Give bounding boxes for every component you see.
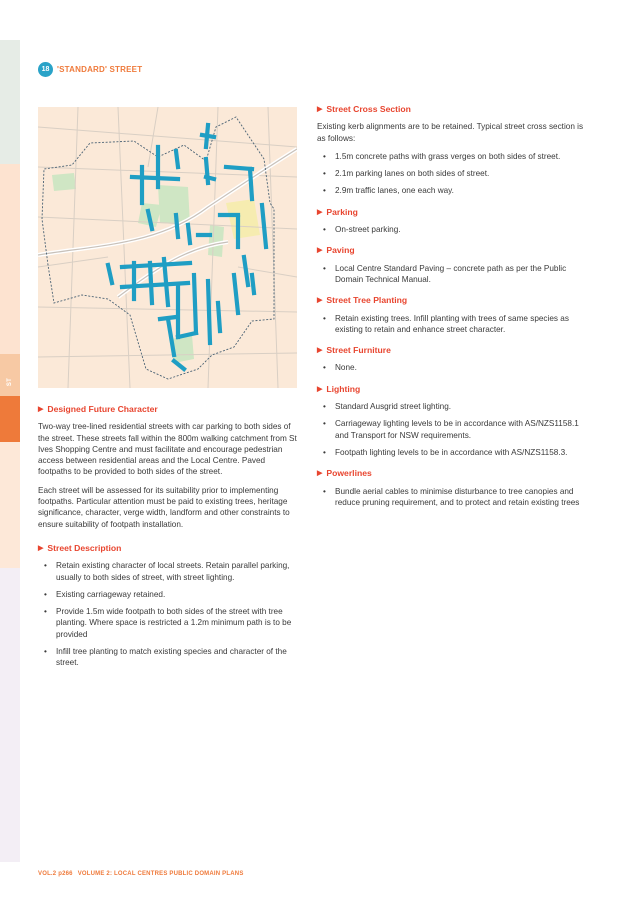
- arrow-right-icon: ▶: [317, 297, 323, 305]
- list-item: • On-street parking.: [317, 224, 585, 235]
- street-furniture-list: [317, 362, 585, 373]
- list-item: • Bundle aerial cables to minimise disturbance to tree canopies and reduce pruning requirement, and to protect and retain existing trees: [317, 486, 585, 509]
- arrow-right-icon: ▶: [317, 208, 323, 216]
- street-tree-planting-heading: ▶ Street Tree Planting: [317, 295, 408, 306]
- footer-volume: VOLUME 2: LOCAL CENTRES PUBLIC DOMAIN PLANS: [77, 871, 244, 877]
- list-item: • None.: [317, 362, 585, 373]
- left-column: [38, 404, 300, 679]
- list-item: • 1.5m concrete paths with grass verges on both sides of street.: [317, 151, 585, 162]
- list-item: • Provide 1.5m wide footpath to both sides of the street with tree planting. Where space is restricted a 1.2m minimum path is to be provided: [38, 606, 300, 640]
- arrow-right-icon: ▶: [38, 544, 44, 552]
- powerlines-heading: ▶ Powerlines: [317, 468, 372, 479]
- side-tab-strip: [0, 40, 33, 862]
- list-item: • Local Centre Standard Paving – concrete path as per the Public Domain Technical Manual.: [317, 263, 585, 286]
- list-item: • 2.1m parking lanes on both sides of street.: [317, 168, 585, 179]
- paragraph: Existing kerb alignments are to be retained. Typical street cross section is as follows:: [317, 122, 584, 143]
- list-item: • Carriageway lighting levels to be in accordance with AS/NZS1158.1 and Transport for NSW requirements.: [317, 418, 585, 441]
- page-number-badge: 18: [38, 62, 53, 77]
- arrow-right-icon: ▶: [317, 106, 323, 113]
- street-cross-section-list: [317, 151, 585, 197]
- street-cross-section-heading: ▶ Street Cross Section: [317, 104, 411, 114]
- side-tab-active[interactable]: [0, 396, 20, 442]
- street-furniture-heading: ▶ Street Furniture: [317, 345, 391, 356]
- powerlines-list: [317, 486, 585, 509]
- street-map-graphic: [38, 107, 297, 388]
- street-tree-planting-list: [317, 313, 585, 336]
- page-title: 'STANDARD' STREET: [57, 65, 143, 74]
- list-item: • Infill tree planting to match existing species and character of the street.: [38, 646, 300, 669]
- parking-list: [317, 224, 585, 235]
- parking-heading: ▶ Parking: [317, 206, 358, 217]
- lighting-list: [317, 401, 585, 458]
- arrow-right-icon: ▶: [317, 247, 323, 255]
- arrow-right-icon: ▶: [38, 406, 44, 413]
- paving-heading: ▶ Paving: [317, 245, 355, 256]
- arrow-right-icon: ▶: [317, 470, 323, 478]
- list-item: • Retain existing character of local streets. Retain parallel parking, usually to both sides of street, with street lighting.: [38, 560, 300, 583]
- list-item: • Standard Ausgrid street lighting.: [317, 401, 585, 412]
- arrow-right-icon: ▶: [317, 347, 323, 355]
- street-description-list: [38, 560, 300, 668]
- page-footer: [38, 871, 249, 877]
- paragraph: Two-way tree-lined residential streets with car parking to both sides of the street. These streets fall within the 800m walking catchment from St Ives Shopping Centre and must facilitate and encourage pedestrian access between residential areas and the Local Centre. Paved footpaths to be provided to both sides of the street.: [38, 422, 297, 477]
- lighting-heading: ▶ Lighting: [317, 383, 361, 394]
- paragraph: Each street will be assessed for its suitability prior to implementing footpaths. Particular attention must be paid to existing trees, heritage significance, character, verge width, landform and other constraints to ensure suitability of footpath installation.: [38, 485, 290, 529]
- list-item: • 2.9m traffic lanes, one each way.: [317, 185, 585, 196]
- street-map: [38, 107, 297, 388]
- arrow-right-icon: ▶: [317, 385, 323, 393]
- list-item: • Footpath lighting levels to be in accordance with AS/NZS1158.3.: [317, 447, 585, 458]
- designed-future-character-heading: ▶ Designed Future Character: [38, 404, 158, 414]
- list-item: • Retain existing trees. Infill planting with trees of same species as existing to retain and enhance street character.: [317, 313, 585, 336]
- right-column: [317, 104, 585, 518]
- list-item: • Existing carriageway retained.: [38, 589, 300, 600]
- street-description-heading: ▶ Street Description: [38, 542, 122, 553]
- paving-list: [317, 263, 585, 286]
- side-tab-label: ST IVES: [7, 374, 33, 390]
- page-header: [38, 62, 142, 77]
- footer-page-ref: VOL.2 p266: [38, 871, 73, 877]
